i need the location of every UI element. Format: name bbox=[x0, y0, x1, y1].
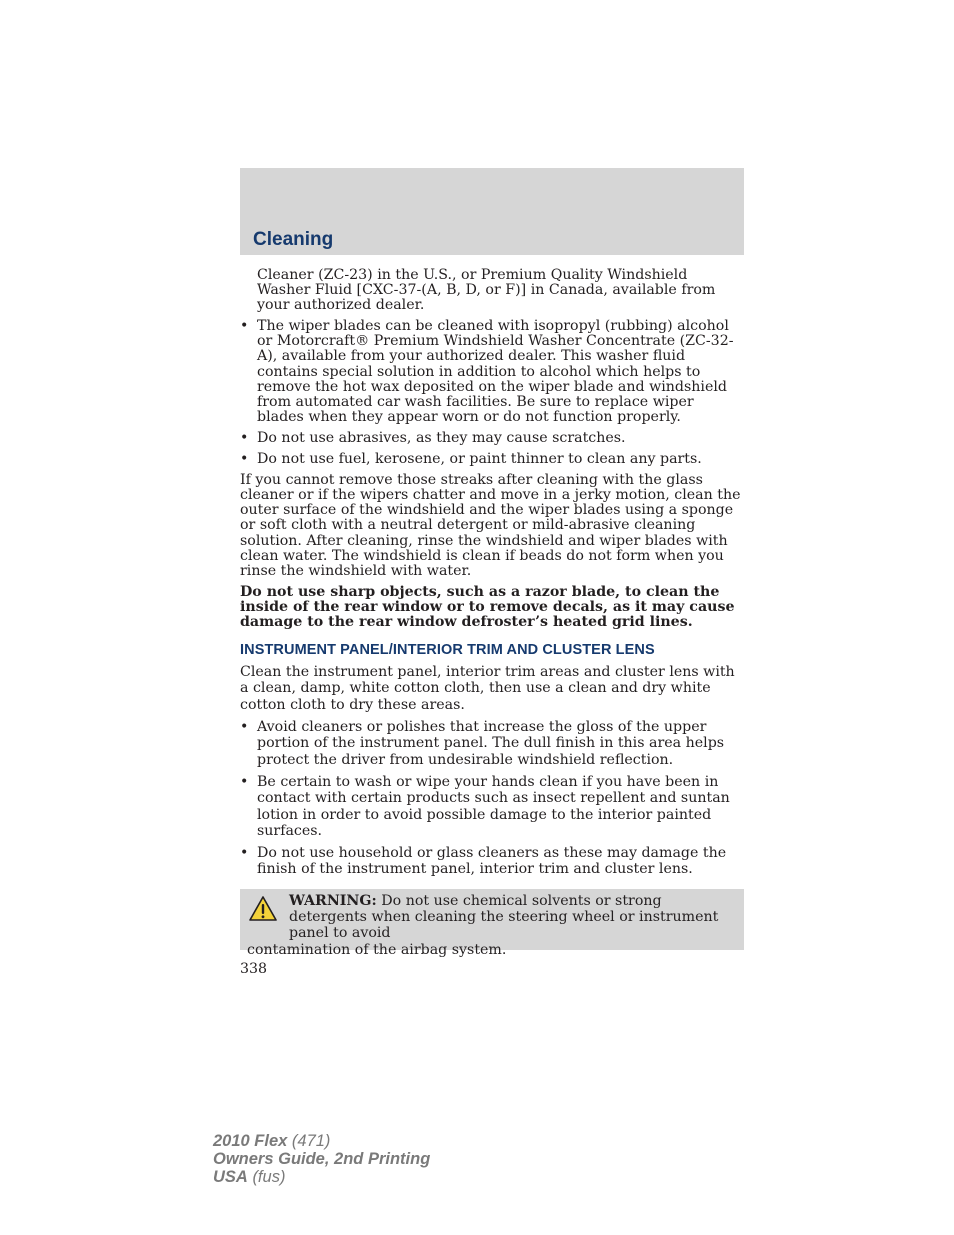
list-item-text: Be certain to wash or wipe your hands clean if you have been in contact with certain products such as insect repellent and suntan lotion in order to avoid possible damage to the interior painted surfaces. bbox=[257, 773, 730, 839]
bullet-icon: • bbox=[240, 845, 249, 862]
list-item bbox=[240, 431, 744, 446]
warning-body-continued: contamination of the airbag system. bbox=[247, 941, 507, 958]
footer-model: 2010 Flex bbox=[213, 1132, 288, 1150]
bold-note: Do not use sharp objects, such as a razor blade, to clean the inside of the rear window or to remove decals, as it may cause damage to the rear window defroster’s heated grid lines. bbox=[240, 583, 735, 630]
list-item bbox=[240, 719, 744, 768]
warning-text bbox=[247, 893, 735, 958]
list-item-text: Do not use abrasives, as they may cause scratches. bbox=[257, 429, 626, 446]
list-item-text: The wiper blades can be cleaned with isopropyl (rubbing) alcohol or Motorcraft® Premium Windshield Washer Concentrate (ZC-32-A), available from your authorized dealer. This washer fluid contains special solution in addition to alcohol which helps to remove the hot wax deposited on the wiper blade and windshield from automated car wash facilities. Be sure to replace wiper blades when they appear worn or do not function properly. bbox=[257, 318, 734, 425]
list-item bbox=[240, 319, 744, 425]
warning-label: WARNING: bbox=[289, 893, 377, 909]
footer bbox=[213, 1132, 430, 1186]
list-item-text: Do not use household or glass cleaners as these may damage the finish of the instrument panel, interior trim and cluster lens. bbox=[257, 845, 727, 878]
warning-body: Do not use chemical solvents or strong detergents when cleaning the steering wheel or instrument panel to avoid bbox=[289, 893, 719, 942]
list-item bbox=[240, 774, 744, 839]
list-item bbox=[240, 845, 744, 878]
section-heading: INSTRUMENT PANEL/INTERIOR TRIM AND CLUSTER LENS bbox=[240, 642, 655, 659]
body-paragraph: If you cannot remove those streaks after cleaning with the glass cleaner or if the wipers chatter and move in a jerky motion, clean the outer surface of the windshield and the wiper blades using a sponge or soft cloth with a neutral detergent or mild-abrasive cleaning solution. After cleaning, rinse the windshield and wiper blades with clean water. The windshield is clean if beads do not form when you rinse the windshield with water. bbox=[240, 472, 741, 579]
page-number: 338 bbox=[240, 961, 268, 977]
bullet-icon: • bbox=[240, 451, 249, 468]
bullet-icon: • bbox=[240, 429, 249, 446]
continuation-text: Cleaner (ZC-23) in the U.S., or Premium Quality Windshield Washer Fluid [CXC-37-(A, B, D, or F)] in Canada, available from your authorized dealer. bbox=[257, 267, 716, 314]
bullet-icon: • bbox=[240, 719, 249, 736]
footer-guide: Owners Guide, 2nd Printing bbox=[213, 1150, 431, 1168]
warning-box bbox=[240, 889, 744, 958]
body-paragraph: Clean the instrument panel, interior trim areas and cluster lens with a clean, damp, white cotton cloth, then use a clean and dry white cotton cloth to dry these areas. bbox=[240, 664, 735, 713]
list-item bbox=[240, 452, 744, 467]
bullet-icon: • bbox=[240, 773, 249, 790]
page-title: Cleaning bbox=[253, 229, 334, 250]
main-content bbox=[240, 268, 744, 878]
footer-model-code: (471) bbox=[291, 1132, 331, 1150]
list-item-text: Avoid cleaners or polishes that increase the gloss of the upper portion of the instrument panel. The dull finish in this area helps protect the driver from undesirable windshield reflection. bbox=[257, 719, 725, 768]
bullet-icon: • bbox=[240, 318, 249, 335]
footer-region-code: (fus) bbox=[252, 1168, 286, 1186]
footer-region: USA bbox=[213, 1168, 248, 1186]
list-item-text: Do not use fuel, kerosene, or paint thinner to clean any parts. bbox=[257, 451, 702, 468]
